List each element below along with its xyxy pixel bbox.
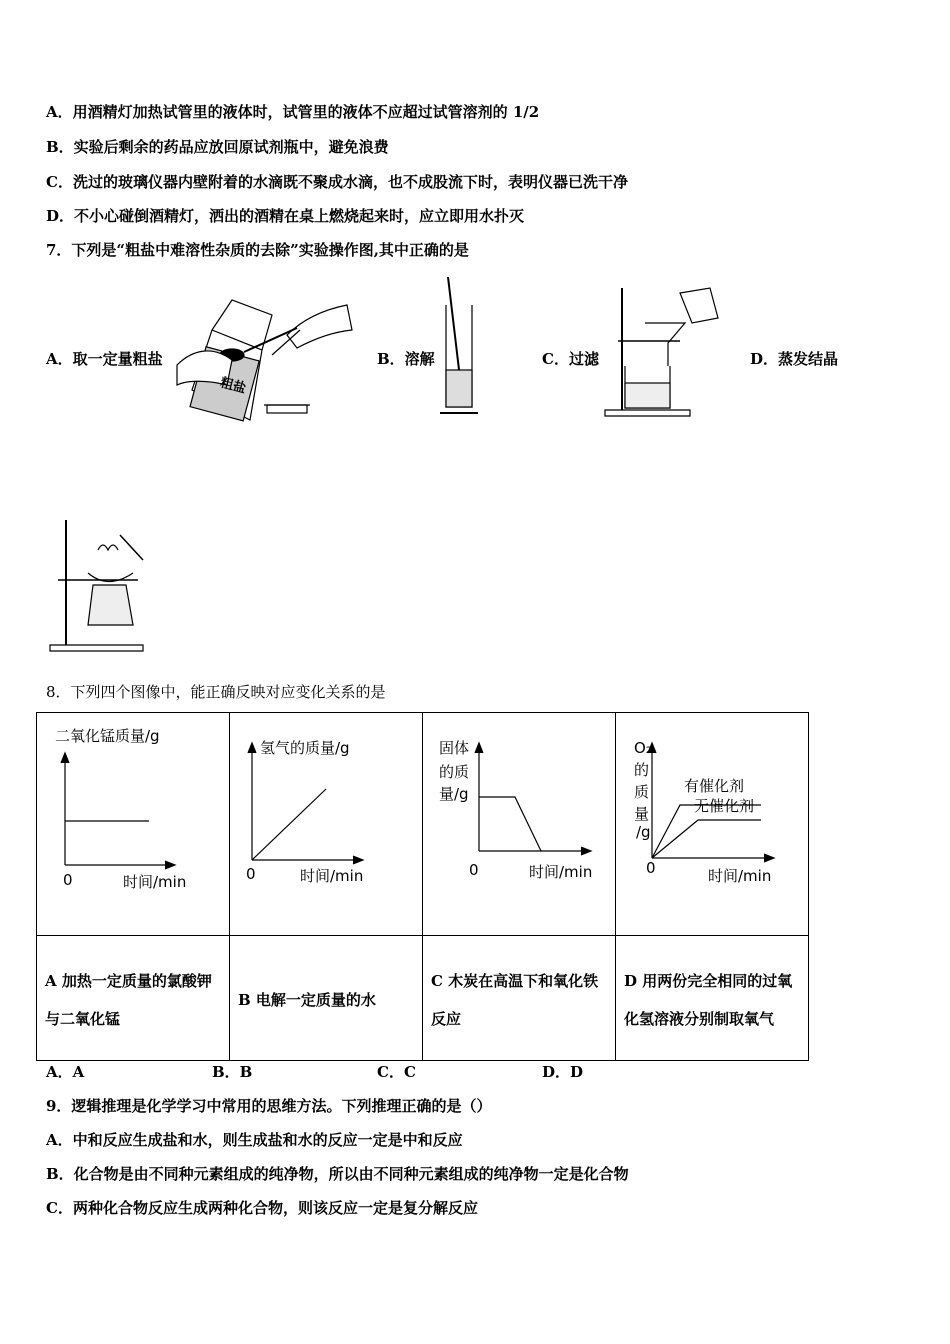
graph-a-description: A 加热一定质量的氯酸钾与二氧化锰	[37, 936, 230, 1061]
graph-c-ylabel-3: 量/g	[439, 785, 469, 803]
graph-d-ylabel-4: 量	[634, 805, 650, 823]
graph-b-ylabel: 氢气的质量/g	[260, 739, 350, 757]
graph-c-description: C 木炭在高温下和氧化铁反应	[423, 936, 616, 1061]
q9-option-c: C．两种化合物反应生成两种化合物，则该反应一定是复分解反应	[46, 1199, 478, 1217]
graph-d-ylabel-1: O₂	[634, 739, 652, 757]
graph-d-ylabel-2: 的	[634, 761, 650, 779]
graph-c-xlabel: 时间/min	[529, 863, 593, 881]
q8-answer-c: C．C	[377, 1063, 416, 1081]
graph-b-xlabel: 时间/min	[300, 867, 364, 885]
graph-d-origin: 0	[646, 859, 656, 877]
q8-answer-a: A．A	[46, 1063, 85, 1081]
q8-answer-d: D．D	[542, 1063, 584, 1081]
graph-c-ylabel-1: 固体	[439, 739, 470, 757]
graph-b-description: B 电解一定质量的水	[230, 936, 423, 1061]
take-salt-figure	[172, 290, 357, 425]
q8-table	[36, 712, 809, 1061]
q7-stem: 7．下列是“粗盐中难溶性杂质的去除”实验操作图,其中正确的是	[46, 241, 469, 259]
q9-stem: 9．逻辑推理是化学学习中常用的思维方法。下列推理正确的是（）	[46, 1097, 492, 1115]
graph-b	[230, 713, 423, 936]
q7-option-c: C．过滤	[542, 350, 599, 368]
graph-d-description: D 用两份完全相同的过氧化氢溶液分别制取氧气	[616, 936, 809, 1061]
graph-d-ylabel-3: 质	[634, 783, 650, 801]
q8-stem: 8．下列四个图像中，能正确反映对应变化关系的是	[46, 683, 386, 701]
graph-d-line2-label: 无催化剂	[694, 797, 755, 815]
q9-option-b: B．化合物是由不同种元素组成的纯净物，所以由不同种元素组成的纯净物一定是化合物	[46, 1165, 629, 1183]
graph-d	[616, 713, 809, 936]
evaporate-figure	[48, 515, 148, 655]
filter-figure	[600, 278, 725, 423]
q8-answer-b: B．B	[212, 1063, 253, 1081]
q7-option-b: B．溶解	[377, 350, 435, 368]
graph-d-ylabel-5: /g	[636, 823, 651, 841]
q9-option-a: A．中和反应生成盐和水，则生成盐和水的反应一定是中和反应	[46, 1131, 463, 1149]
graph-c-ylabel-2: 的质	[439, 763, 470, 781]
bottle-label: 粗盐	[218, 375, 248, 397]
graph-a-xlabel: 时间/min	[123, 873, 187, 891]
graph-d-line1-label: 有催化剂	[684, 777, 745, 795]
graph-c-origin: 0	[469, 861, 479, 879]
graph-b-origin: 0	[246, 865, 256, 883]
graph-a-origin: 0	[63, 871, 73, 889]
q7-option-a: A．取一定量粗盐	[46, 350, 163, 368]
dissolve-figure	[436, 275, 481, 420]
q7-option-d: D．蒸发结晶	[750, 350, 839, 368]
q6-option-d: D．不小心碰倒酒精灯，洒出的酒精在桌上燃烧起来时，应立即用水扑灭	[46, 207, 525, 225]
q6-option-b: B．实验后剩余的药品应放回原试剂瓶中，避免浪费	[46, 138, 389, 156]
graph-a-ylabel: 二氧化锰质量/g	[55, 727, 160, 745]
graph-c	[423, 713, 616, 936]
q6-option-c: C．洗过的玻璃仪器内壁附着的水滴既不聚成水滴，也不成股流下时，表明仪器已洗干净	[46, 173, 628, 191]
graph-a	[37, 713, 230, 936]
q6-option-a: A．用酒精灯加热试管里的液体时，试管里的液体不应超过试管溶剂的 1/2	[46, 103, 540, 121]
graph-d-xlabel: 时间/min	[708, 867, 772, 885]
